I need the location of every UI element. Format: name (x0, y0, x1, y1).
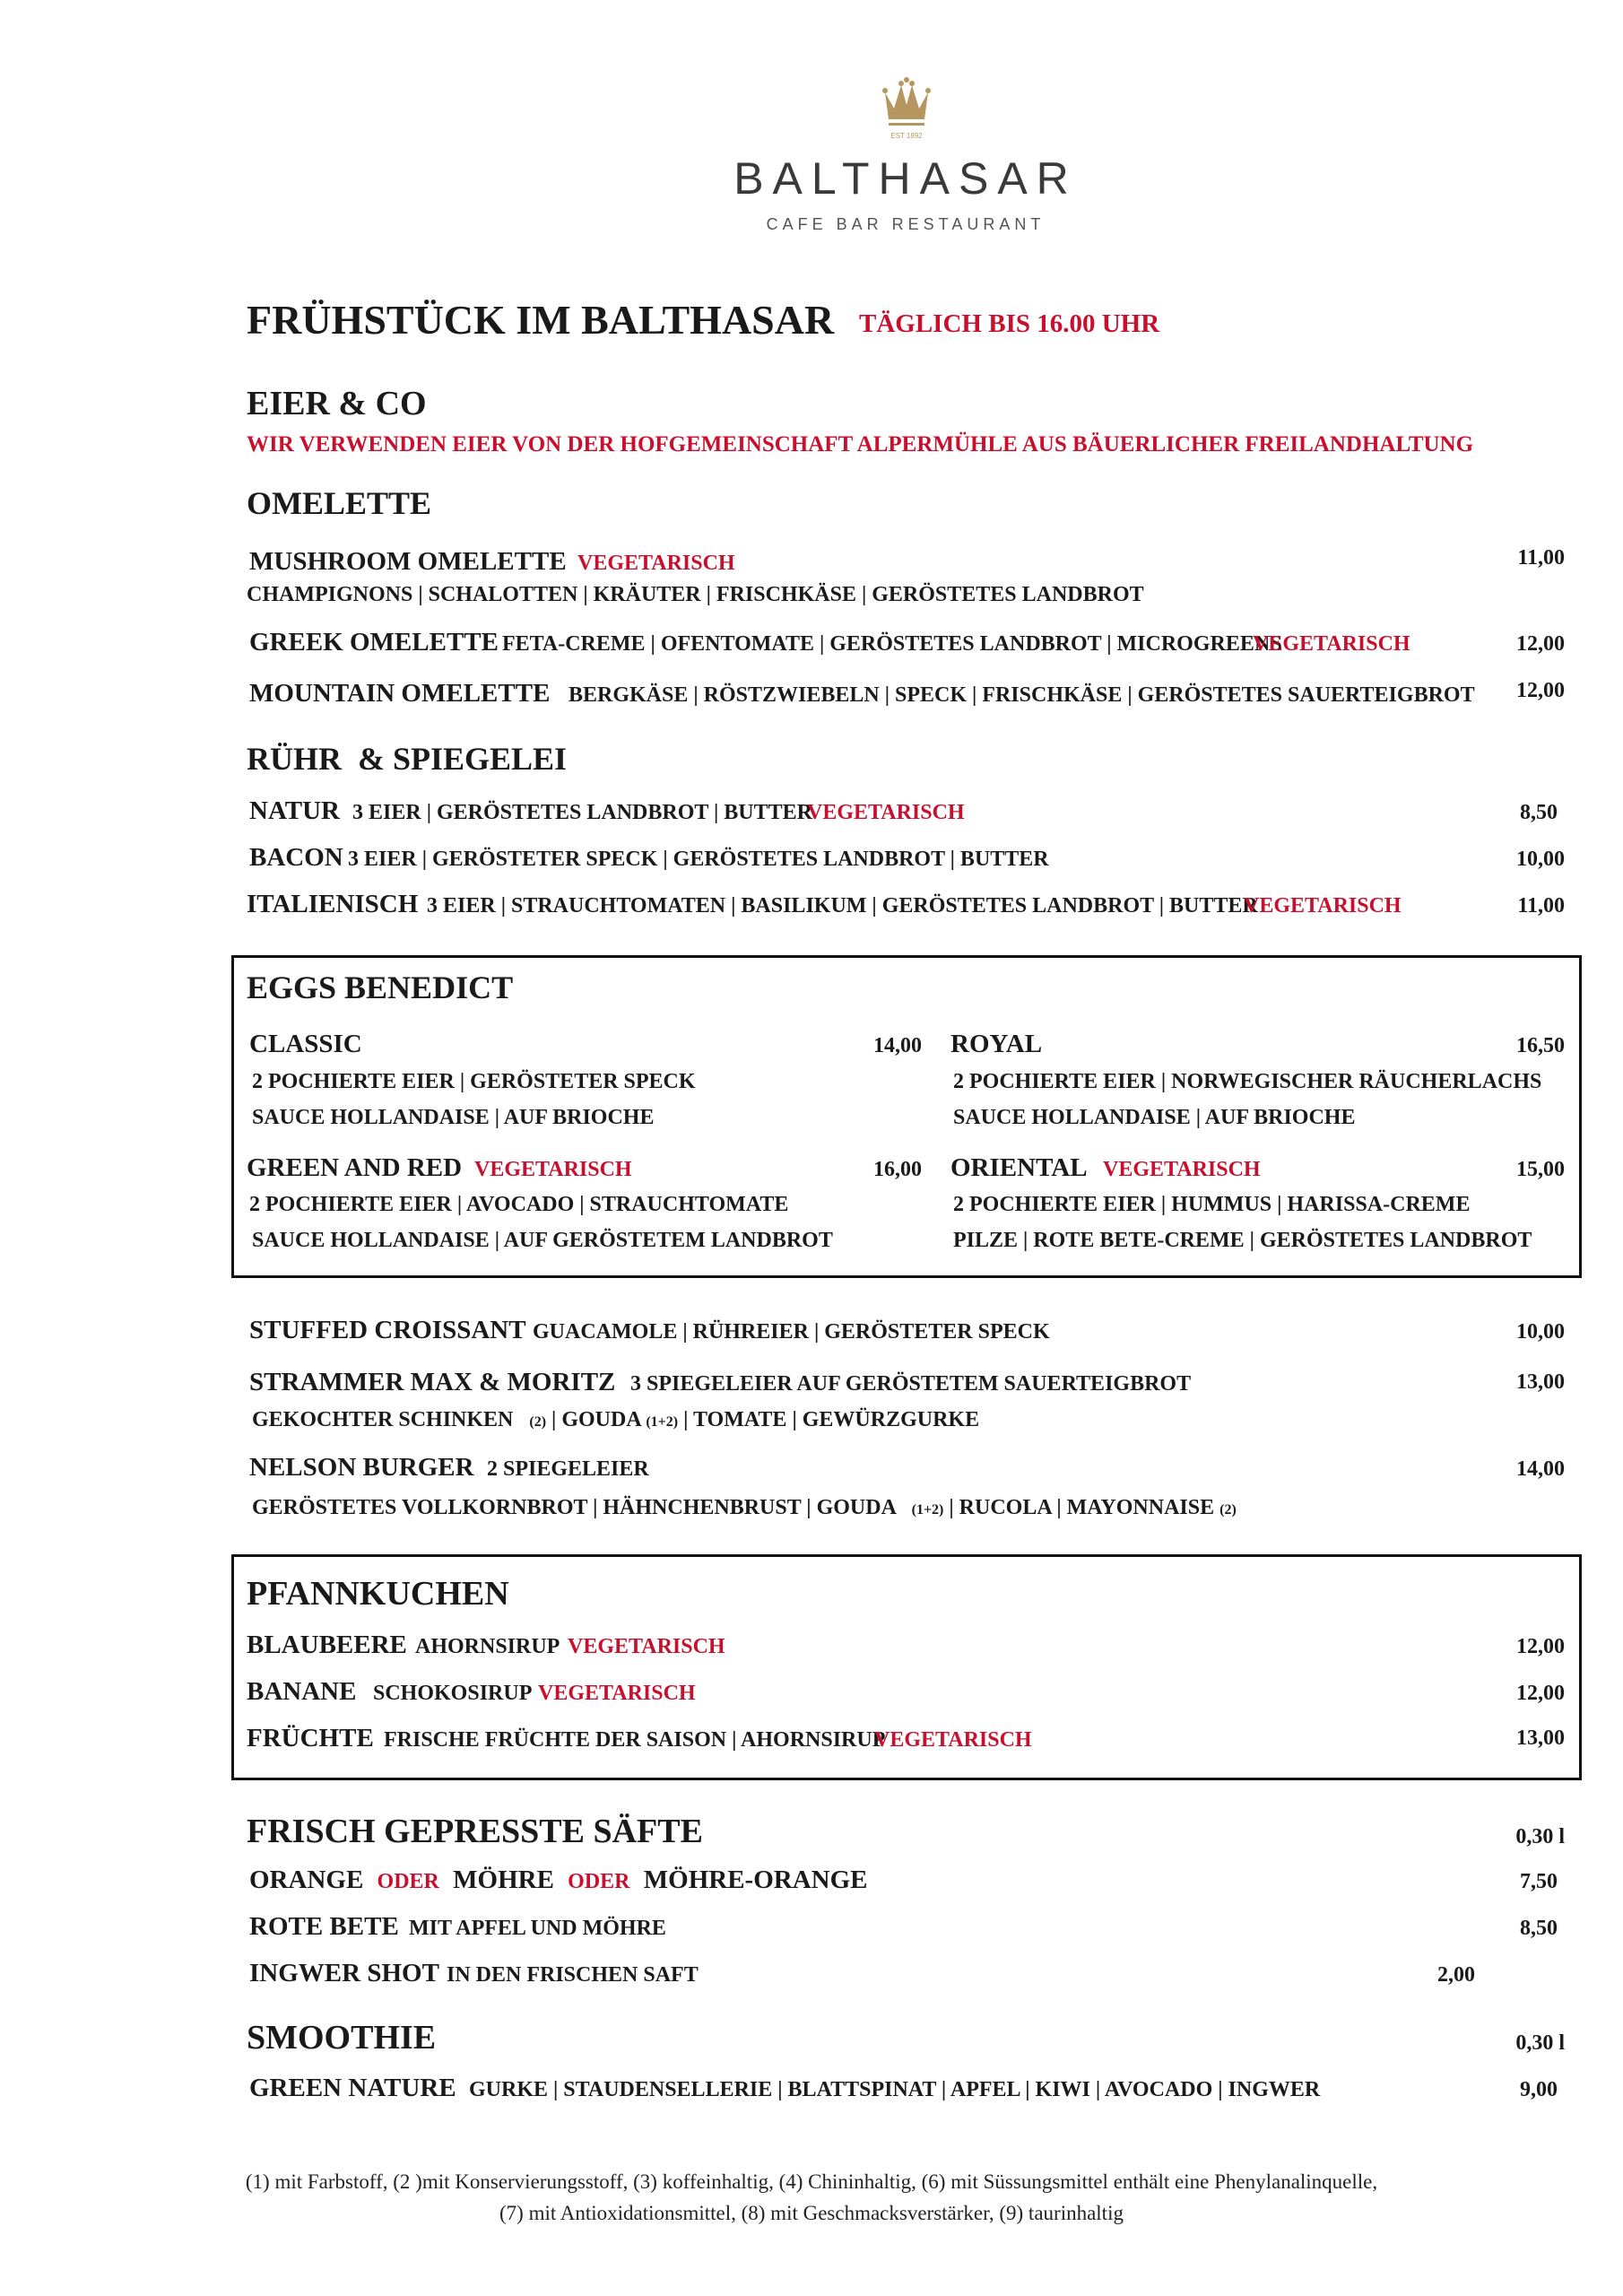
item-desc-line2 (252, 1496, 1237, 1520)
item-desc: 3 EIER | GERÖSTETES LANDBROT | BUTTER (352, 801, 812, 824)
item-price: 9,00 (1520, 2078, 1558, 2101)
size-label: 0,30 l (1515, 2031, 1565, 2055)
desc-part: | GOUDA (551, 1408, 641, 1431)
item-desc: GURKE | STAUDENSELLERIE | BLATTSPINAT | APFEL | KIWI | AVOCADO | INGWER (469, 2078, 1321, 2101)
item-desc: PILZE | ROTE BETE-CREME | GERÖSTETES LANDBROT (953, 1229, 1532, 1252)
item-name: MOUNTAIN OMELETTE (249, 679, 551, 708)
item-price: 14,00 (873, 1034, 922, 1057)
item-desc: AHORNSIRUP (415, 1635, 560, 1658)
vegetarian-badge: VEGETARISCH (577, 552, 735, 575)
item-desc: 2 POCHIERTE EIER | GERÖSTETER SPECK (252, 1070, 696, 1093)
item-price: 8,50 (1520, 1917, 1558, 1940)
item-desc: GUACAMOLE | RÜHREIER | GERÖSTETER SPECK (533, 1320, 1050, 1344)
item-price: 10,00 (1516, 848, 1565, 871)
desc-part: GERÖSTETES VOLLKORNBROT | HÄHNCHENBRUST | GOUDA (252, 1496, 896, 1519)
item-desc: CHAMPIGNONS | SCHALOTTEN | KRÄUTER | FRISCHKÄSE | GERÖSTETES LANDBROT (247, 583, 1144, 606)
item-price: 10,00 (1516, 1320, 1565, 1344)
section-title-benedict: EGGS BENEDICT (247, 970, 514, 1005)
item-price: 11,00 (1517, 894, 1565, 918)
vegetarian-badge: VEGETARISCH (1103, 1158, 1261, 1181)
item-price: 8,50 (1520, 801, 1558, 824)
juice-option: MÖHRE (453, 1866, 554, 1894)
item-desc: FETA-CREME | OFENTOMATE | GERÖSTETES LANDBROT | MICROGREENS (502, 632, 1282, 656)
crown-icon (881, 76, 932, 135)
logo-tagline: CAFE BAR RESTAURANT (766, 215, 1046, 233)
item-name: STRAMMER MAX & MORITZ (249, 1368, 616, 1396)
item-price: 16,00 (873, 1158, 922, 1181)
item-name: ITALIENISCH (247, 890, 419, 918)
eier-note: WIR VERWENDEN EIER VON DER HOFGEMEINSCHAFT ALPERMÜHLE AUS BÄUERLICHER FREILANDHALTUNG (247, 432, 1474, 457)
item-desc: 2 POCHIERTE EIER | HUMMUS | HARISSA-CREME (953, 1193, 1471, 1216)
item-desc-line2 (252, 1408, 979, 1432)
size-label: 0,30 l (1515, 1825, 1565, 1848)
logo-name: BALTHASAR (733, 153, 1078, 204)
section-title-saefte: FRISCH GEPRESSTE SÄFTE (247, 1813, 703, 1850)
juice-orange (249, 1866, 867, 1895)
item-desc: IN DEN FRISCHEN SAFT (447, 1963, 699, 1987)
item-desc: MIT APFEL UND MÖHRE (409, 1917, 666, 1940)
item-name: GREEN NATURE (249, 2074, 456, 2102)
item-name: INGWER SHOT (249, 1959, 439, 1987)
item-price: 14,00 (1516, 1457, 1565, 1481)
opening-hours: TÄGLICH BIS 16.00 UHR (859, 309, 1160, 338)
item-name: NATUR (249, 796, 340, 825)
item-name: GREEN AND RED (247, 1153, 463, 1182)
item-desc: SCHOKOSIRUP (373, 1682, 533, 1705)
juice-option: ORANGE (249, 1866, 364, 1894)
or-label: ODER (377, 1870, 439, 1893)
item-name: BLAUBEERE (247, 1631, 407, 1659)
item-price: 13,00 (1516, 1726, 1565, 1750)
vegetarian-badge: VEGETARISCH (1244, 894, 1402, 918)
page-title: FRÜHSTÜCK IM BALTHASAR (247, 297, 835, 343)
item-price: 12,00 (1516, 632, 1565, 656)
item-name: NELSON BURGER (249, 1453, 474, 1482)
item-desc: 3 EIER | STRAUCHTOMATEN | BASILIKUM | GERÖSTETES LANDBROT | BUTTER (427, 894, 1258, 918)
allergen-ref: (2) (529, 1414, 547, 1430)
allergen-ref: (1+2) (646, 1414, 679, 1430)
desc-part: GEKOCHTER SCHINKEN (252, 1408, 514, 1431)
item-desc: BERGKÄSE | RÖSTZWIEBELN | SPECK | FRISCHKÄSE | GERÖSTETES SAUERTEIGBROT (568, 683, 1475, 707)
item-name: MUSHROOM OMELETTE (249, 547, 567, 576)
item-price: 12,00 (1516, 1635, 1565, 1658)
item-price: 2,00 (1437, 1963, 1475, 1987)
item-desc: SAUCE HOLLANDAISE | AUF BRIOCHE (252, 1106, 655, 1129)
item-desc: 2 POCHIERTE EIER | NORWEGISCHER RÄUCHERLACHS (953, 1070, 1542, 1093)
vegetarian-badge: VEGETARISCH (1253, 632, 1410, 656)
item-name: ROTE BETE (249, 1912, 399, 1941)
item-desc: SAUCE HOLLANDAISE | AUF GERÖSTETEM LANDBROT (252, 1229, 833, 1252)
item-desc: 2 SPIEGELEIER (487, 1457, 649, 1481)
item-name: BACON (249, 843, 343, 872)
item-name: CLASSIC (249, 1030, 362, 1058)
item-price: 7,50 (1520, 1870, 1558, 1893)
section-title-ruehr: RÜHR & SPIEGELEI (247, 741, 568, 777)
item-price: 13,00 (1516, 1370, 1565, 1394)
desc-part: | TOMATE | GEWÜRZGURKE (683, 1408, 980, 1431)
item-desc: 2 POCHIERTE EIER | AVOCADO | STRAUCHTOMATE (249, 1193, 789, 1216)
item-name: FRÜCHTE (247, 1724, 374, 1752)
item-price: 12,00 (1516, 679, 1565, 702)
vegetarian-badge: VEGETARISCH (874, 1728, 1032, 1752)
vegetarian-badge: VEGETARISCH (474, 1158, 632, 1181)
or-label: ODER (568, 1870, 630, 1893)
item-desc: 3 SPIEGELEIER AUF GERÖSTETEM SAUERTEIGBROT (630, 1372, 1192, 1396)
section-title-pfannkuchen: PFANNKUCHEN (247, 1575, 509, 1613)
desc-part: | RUCOLA | MAYONNAISE (949, 1496, 1215, 1519)
item-price: 11,00 (1517, 546, 1565, 570)
allergen-ref: (1+2) (911, 1502, 944, 1518)
juice-option: MÖHRE-ORANGE (643, 1866, 868, 1894)
item-name: STUFFED CROISSANT (249, 1316, 526, 1344)
vegetarian-badge: VEGETARISCH (807, 801, 965, 824)
allergen-ref: (2) (1219, 1502, 1237, 1518)
section-title-smoothie: SMOOTHIE (247, 2019, 437, 2057)
item-desc: SAUCE HOLLANDAISE | AUF BRIOCHE (953, 1106, 1356, 1129)
section-title-omelette: OMELETTE (247, 485, 432, 521)
logo-est: EST 1892 (890, 132, 923, 140)
vegetarian-badge: VEGETARISCH (568, 1635, 725, 1658)
item-name: BANANE (247, 1677, 357, 1706)
item-price: 16,50 (1516, 1034, 1565, 1057)
item-name: ROYAL (950, 1030, 1043, 1058)
footnote-line-1: (1) mit Farbstoff, (2 )mit Konservierungsstoff, (3) koffeinhaltig, (4) Chininhaltig, (6) mit Süssungsmittel enthält eine Phenylanalinquelle, (245, 2170, 1378, 2193)
item-desc: FRISCHE FRÜCHTE DER SAISON | AHORNSIRUP (384, 1728, 886, 1752)
item-desc: 3 EIER | GERÖSTETER SPECK | GERÖSTETES LANDBROT | BUTTER (348, 848, 1049, 871)
item-price: 15,00 (1516, 1158, 1565, 1181)
footnote-line-2: (7) mit Antioxidationsmittel, (8) mit Geschmacksverstärker, (9) taurinhaltig (499, 2202, 1124, 2224)
item-name: ORIENTAL (950, 1153, 1088, 1182)
vegetarian-badge: VEGETARISCH (538, 1682, 696, 1705)
section-title-eier: EIER & CO (247, 385, 427, 422)
item-name: GREEK OMELETTE (249, 628, 499, 657)
item-price: 12,00 (1516, 1682, 1565, 1705)
